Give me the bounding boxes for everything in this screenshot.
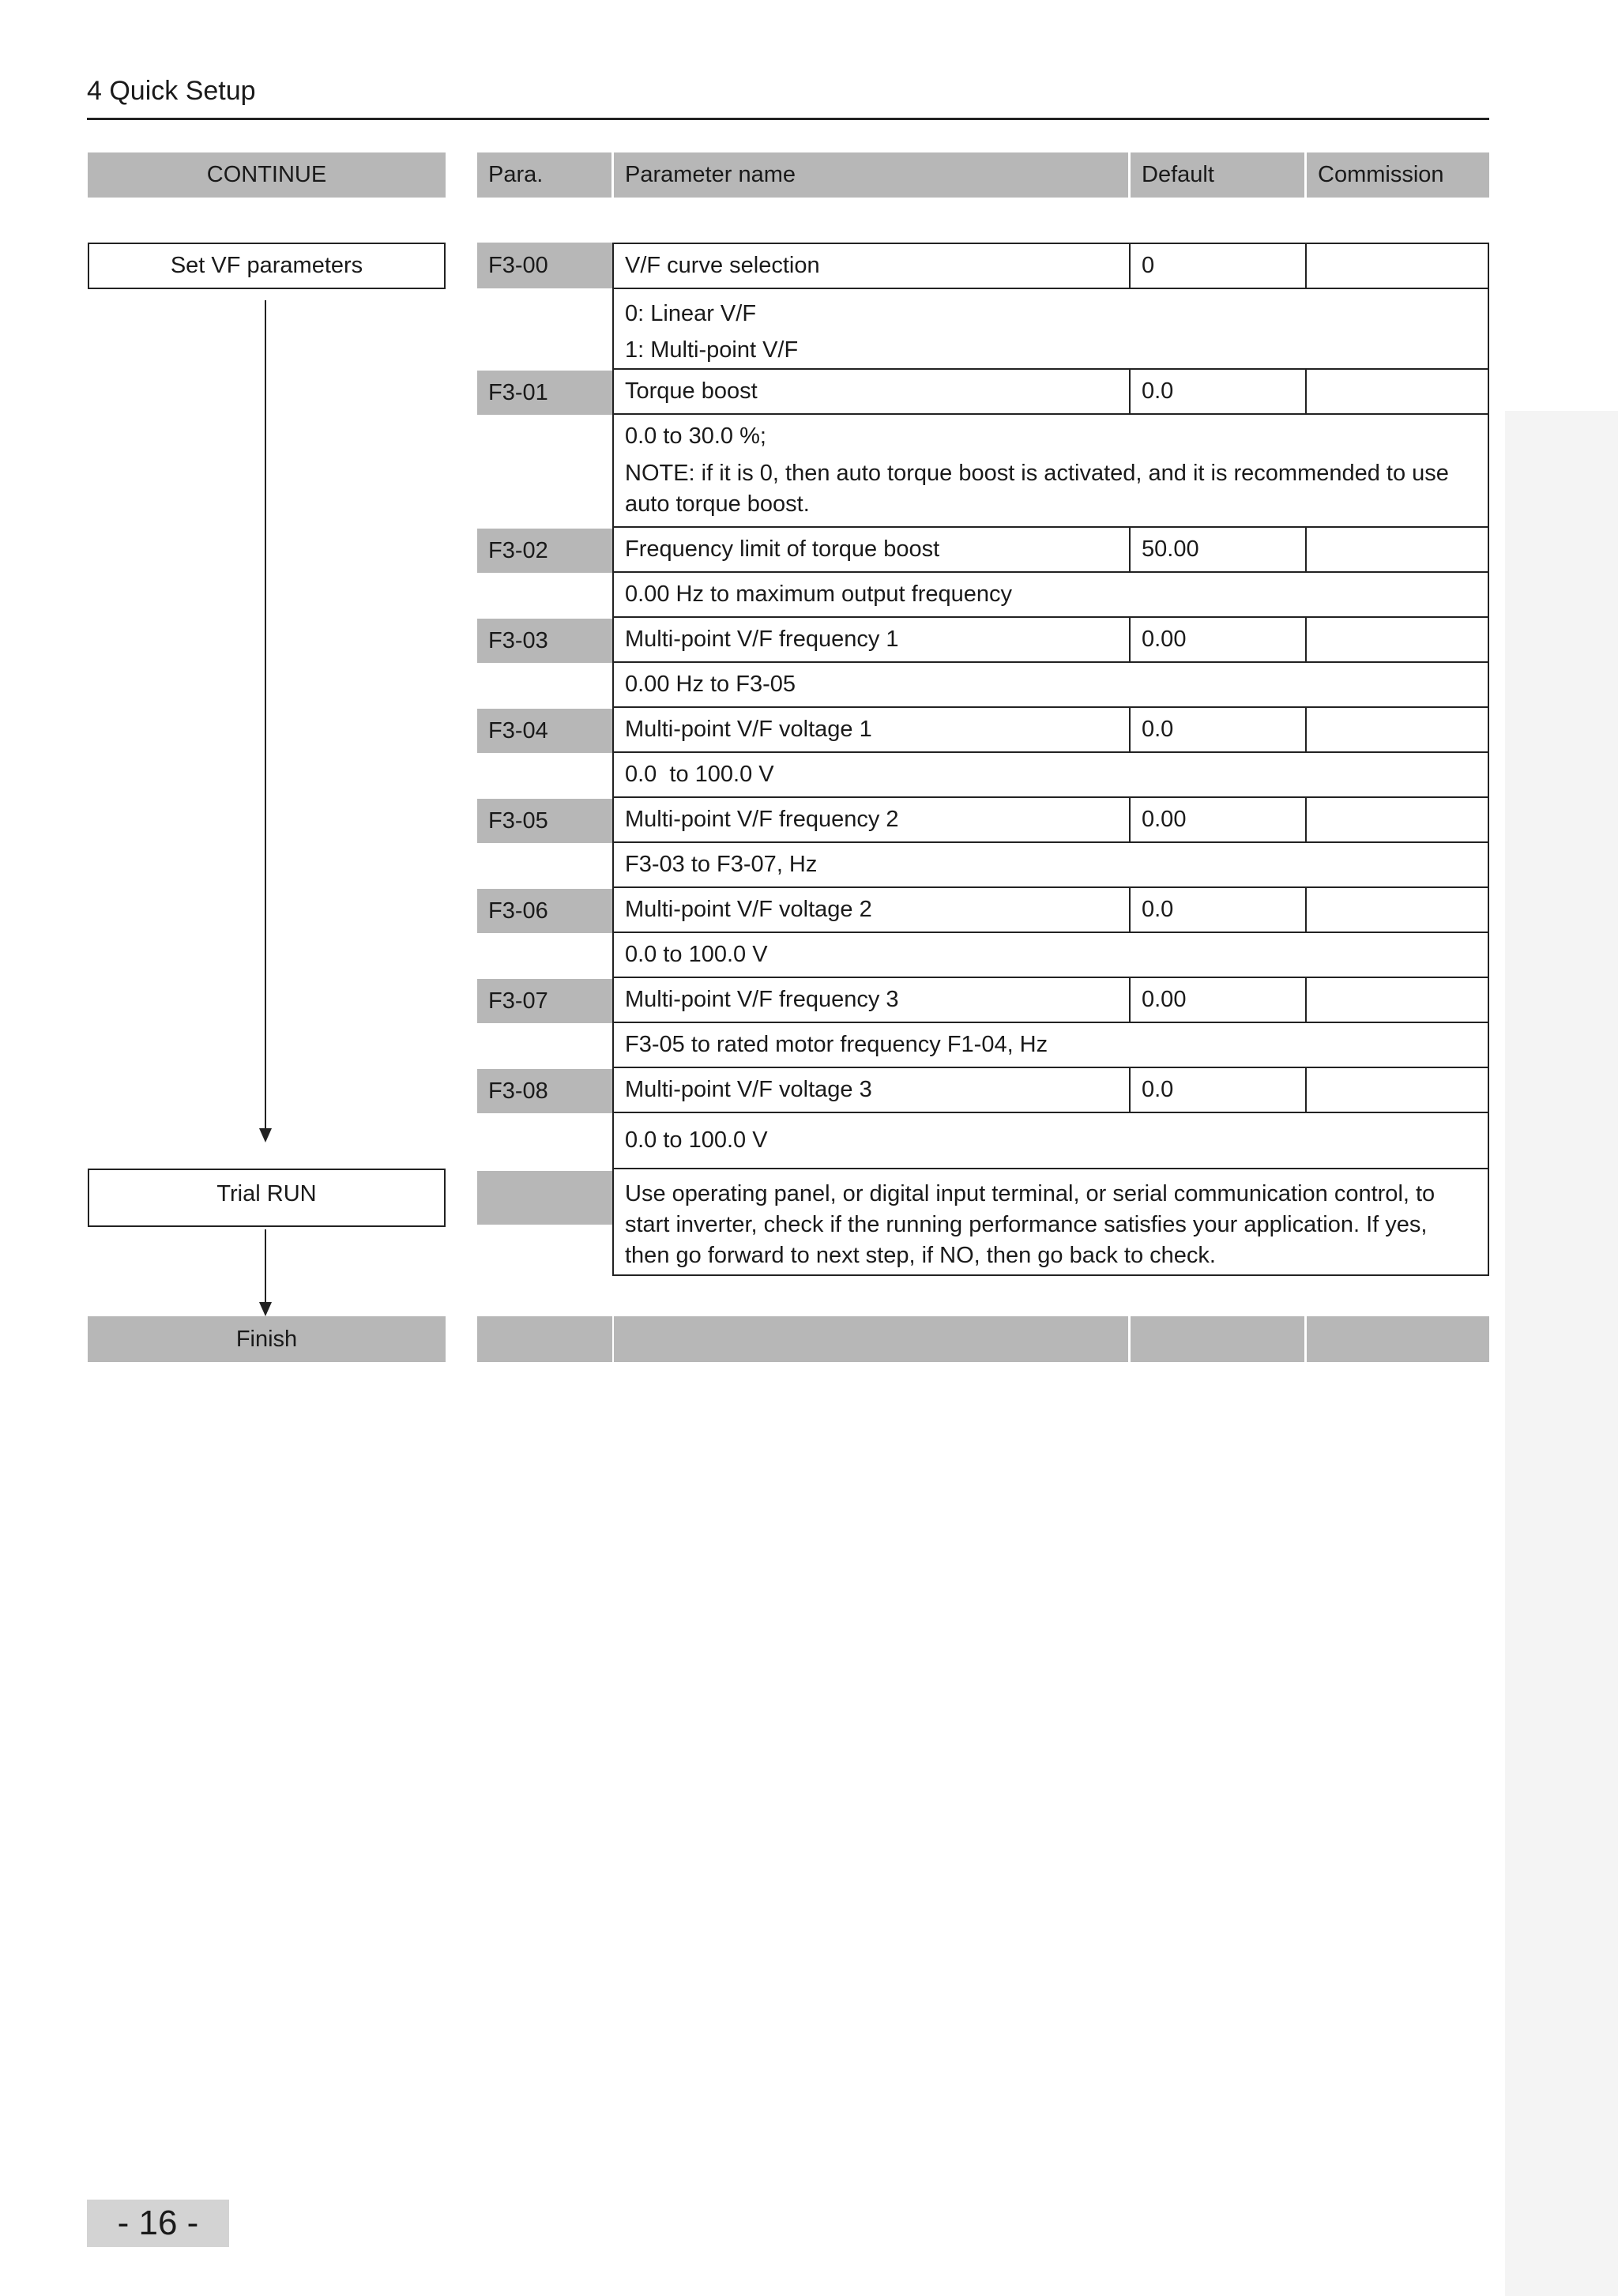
- param-commission: [1305, 243, 1489, 289]
- finish-name-cell: [614, 1316, 1128, 1362]
- finish-commission-cell: [1307, 1316, 1489, 1362]
- param-code: F3-03: [477, 619, 612, 663]
- param-name: Multi-point V/F frequency 1: [612, 616, 1131, 663]
- desc-line: 1: Multi-point V/F: [625, 337, 799, 363]
- param-default: 0.00: [1129, 796, 1307, 843]
- param-description: 0.0 to 100.0 V: [612, 1112, 1489, 1169]
- finish-label: Finish: [88, 1316, 446, 1362]
- param-commission: [1305, 616, 1489, 663]
- param-commission: [1305, 526, 1489, 573]
- header-default: Default: [1131, 152, 1304, 198]
- param-code: F3-08: [477, 1069, 612, 1113]
- param-commission: [1305, 368, 1489, 415]
- desc-line: 0: Linear V/F: [625, 301, 757, 326]
- param-description: F3-05 to rated motor frequency F1-04, Hz: [612, 1022, 1489, 1068]
- param-commission: [1305, 706, 1489, 753]
- arrow-down-icon: [259, 1302, 272, 1316]
- param-name: Multi-point V/F voltage 3: [612, 1067, 1131, 1113]
- param-description: 0.00 Hz to maximum output frequency: [612, 571, 1489, 618]
- param-default: 0.0: [1129, 1067, 1307, 1113]
- param-code: F3-07: [477, 979, 612, 1023]
- param-description: 0.0 to 100.0 V: [612, 932, 1489, 978]
- page-number: - 16 -: [87, 2200, 229, 2247]
- param-default: 0.00: [1129, 977, 1307, 1023]
- param-code: F3-05: [477, 799, 612, 843]
- param-name: Frequency limit of torque boost: [612, 526, 1131, 573]
- arrow-down-icon: [259, 1128, 272, 1142]
- param-default: 50.00: [1129, 526, 1307, 573]
- trial-para-cell: [477, 1171, 612, 1225]
- param-default: 0.0: [1129, 368, 1307, 415]
- param-name: Multi-point V/F frequency 3: [612, 977, 1131, 1023]
- param-commission: [1305, 796, 1489, 843]
- header-commission: Commission: [1307, 152, 1489, 198]
- param-code: F3-02: [477, 529, 612, 573]
- header-divider: [87, 118, 1489, 120]
- section-title: 4 Quick Setup: [87, 76, 256, 106]
- param-description: [612, 413, 1489, 528]
- param-commission: [1305, 977, 1489, 1023]
- finish-para-cell: [477, 1316, 612, 1362]
- param-default: 0.0: [1129, 886, 1307, 933]
- param-description: 0.0 to 100.0 V: [612, 751, 1489, 798]
- desc-line: 0.0 to 30.0 %;: [625, 423, 766, 449]
- param-default: 0.0: [1129, 706, 1307, 753]
- header-para: Para.: [477, 152, 611, 198]
- param-name: Multi-point V/F frequency 2: [612, 796, 1131, 843]
- param-default: 0.00: [1129, 616, 1307, 663]
- param-name: Multi-point V/F voltage 1: [612, 706, 1131, 753]
- param-name: Torque boost: [612, 368, 1131, 415]
- flow-line: [265, 300, 266, 1130]
- param-code: F3-06: [477, 889, 612, 933]
- param-commission: [1305, 1067, 1489, 1113]
- param-commission: [1305, 886, 1489, 933]
- flow-line: [265, 1229, 266, 1305]
- param-code: F3-00: [477, 243, 612, 288]
- param-default: 0: [1129, 243, 1307, 289]
- param-code: F3-01: [477, 371, 612, 415]
- desc-line: NOTE: if it is 0, then auto torque boost is activated, and it is recommended to use auto torque boost.: [625, 461, 1449, 518]
- param-description: [612, 288, 1489, 370]
- finish-default-cell: [1131, 1316, 1304, 1362]
- header-parameter-name: Parameter name: [614, 152, 1128, 198]
- page-edge-shade: [1505, 411, 1618, 2296]
- param-description: 0.00 Hz to F3-05: [612, 661, 1489, 708]
- param-description: F3-03 to F3-07, Hz: [612, 841, 1489, 888]
- set-vf-step: Set VF parameters: [88, 243, 446, 289]
- continue-label: CONTINUE: [88, 152, 446, 198]
- trial-description: Use operating panel, or digital input terminal, or serial communication control, to start inverter, check if the running performance satisfies your application. If yes, then go forward to next step, if NO, then go back to check.: [612, 1168, 1489, 1276]
- param-name: Multi-point V/F voltage 2: [612, 886, 1131, 933]
- param-name: V/F curve selection: [612, 243, 1131, 289]
- trial-run-step: Trial RUN: [88, 1169, 446, 1227]
- param-code: F3-04: [477, 709, 612, 753]
